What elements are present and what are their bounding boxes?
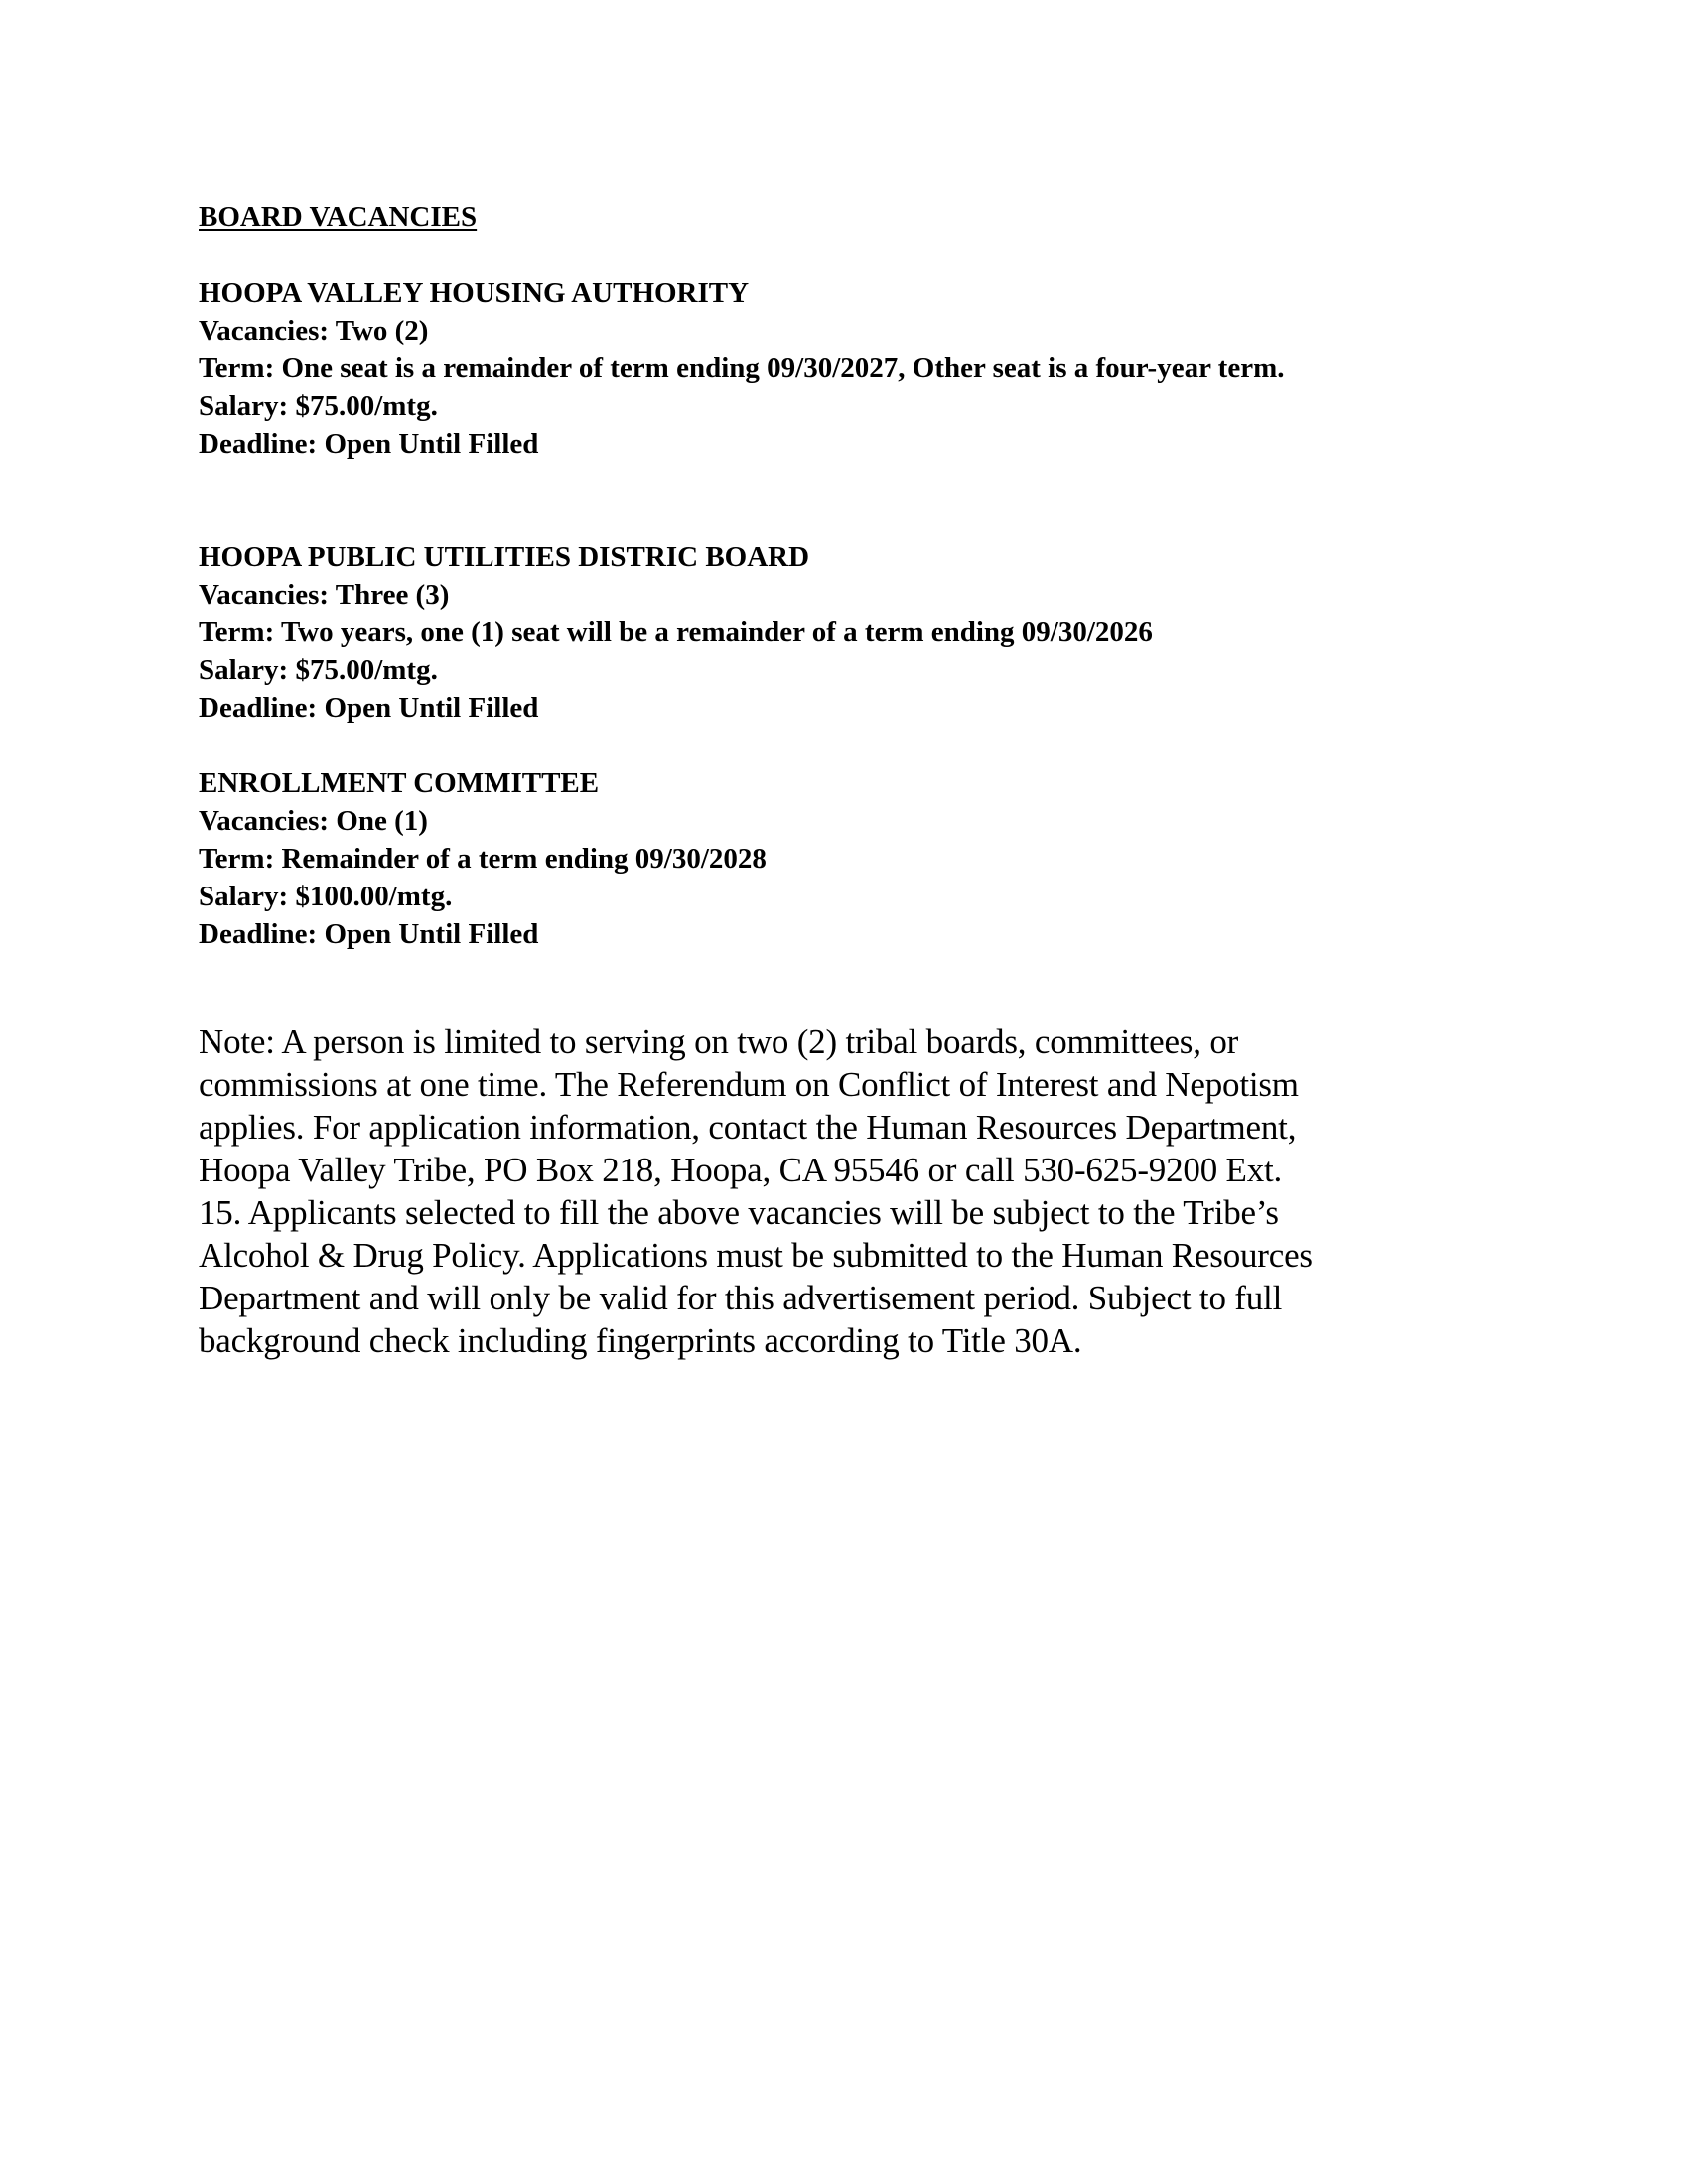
note-paragraph [199,1021,1450,1362]
board-section-utilities-district [199,538,1489,727]
board-deadline: Deadline: Open Until Filled [199,428,539,460]
note-line: Note: A person is limited to serving on two (2) tribal boards, committees, or [199,1023,1239,1061]
note-line: 15. Applicants selected to fill the above vacancies will be subject to the Tribe’s [199,1193,1279,1232]
note-line: background check including fingerprints according to Title 30A. [199,1321,1082,1360]
document-page [199,199,1489,1362]
board-vacancies: Vacancies: Three (3) [199,579,450,611]
board-vacancies: Vacancies: Two (2) [199,315,429,346]
board-name: HOOPA VALLEY HOUSING AUTHORITY [199,277,750,309]
board-deadline: Deadline: Open Until Filled [199,918,539,950]
board-salary: Salary: $75.00/mtg. [199,390,438,422]
document-title: BOARD VACANCIES [199,202,478,233]
board-name: HOOPA PUBLIC UTILITIES DISTRIC BOARD [199,541,810,573]
board-term: Term: Remainder of a term ending 09/30/2028 [199,843,767,875]
note-line: Department and will only be valid for this advertisement period. Subject to full [199,1279,1283,1317]
note-line: Alcohol & Drug Policy. Applications must be submitted to the Human Resources [199,1236,1313,1275]
board-term: Term: Two years, one (1) seat will be a remainder of a term ending 09/30/2026 [199,616,1153,648]
board-section-housing-authority [199,274,1489,463]
board-salary: Salary: $75.00/mtg. [199,654,438,686]
board-term: Term: One seat is a remainder of term ending 09/30/2027, Other seat is a four-year term. [199,352,1285,384]
board-vacancies: Vacancies: One (1) [199,805,428,837]
board-deadline: Deadline: Open Until Filled [199,692,539,724]
board-section-enrollment-committee [199,764,1489,953]
note-line: applies. For application information, contact the Human Resources Department, [199,1108,1297,1147]
board-salary: Salary: $100.00/mtg. [199,881,453,912]
note-line: Hoopa Valley Tribe, PO Box 218, Hoopa, CA 95546 or call 530-625-9200 Ext. [199,1151,1283,1189]
board-name: ENROLLMENT COMMITTEE [199,767,600,799]
note-line: commissions at one time. The Referendum on Conflict of Interest and Nepotism [199,1065,1299,1104]
